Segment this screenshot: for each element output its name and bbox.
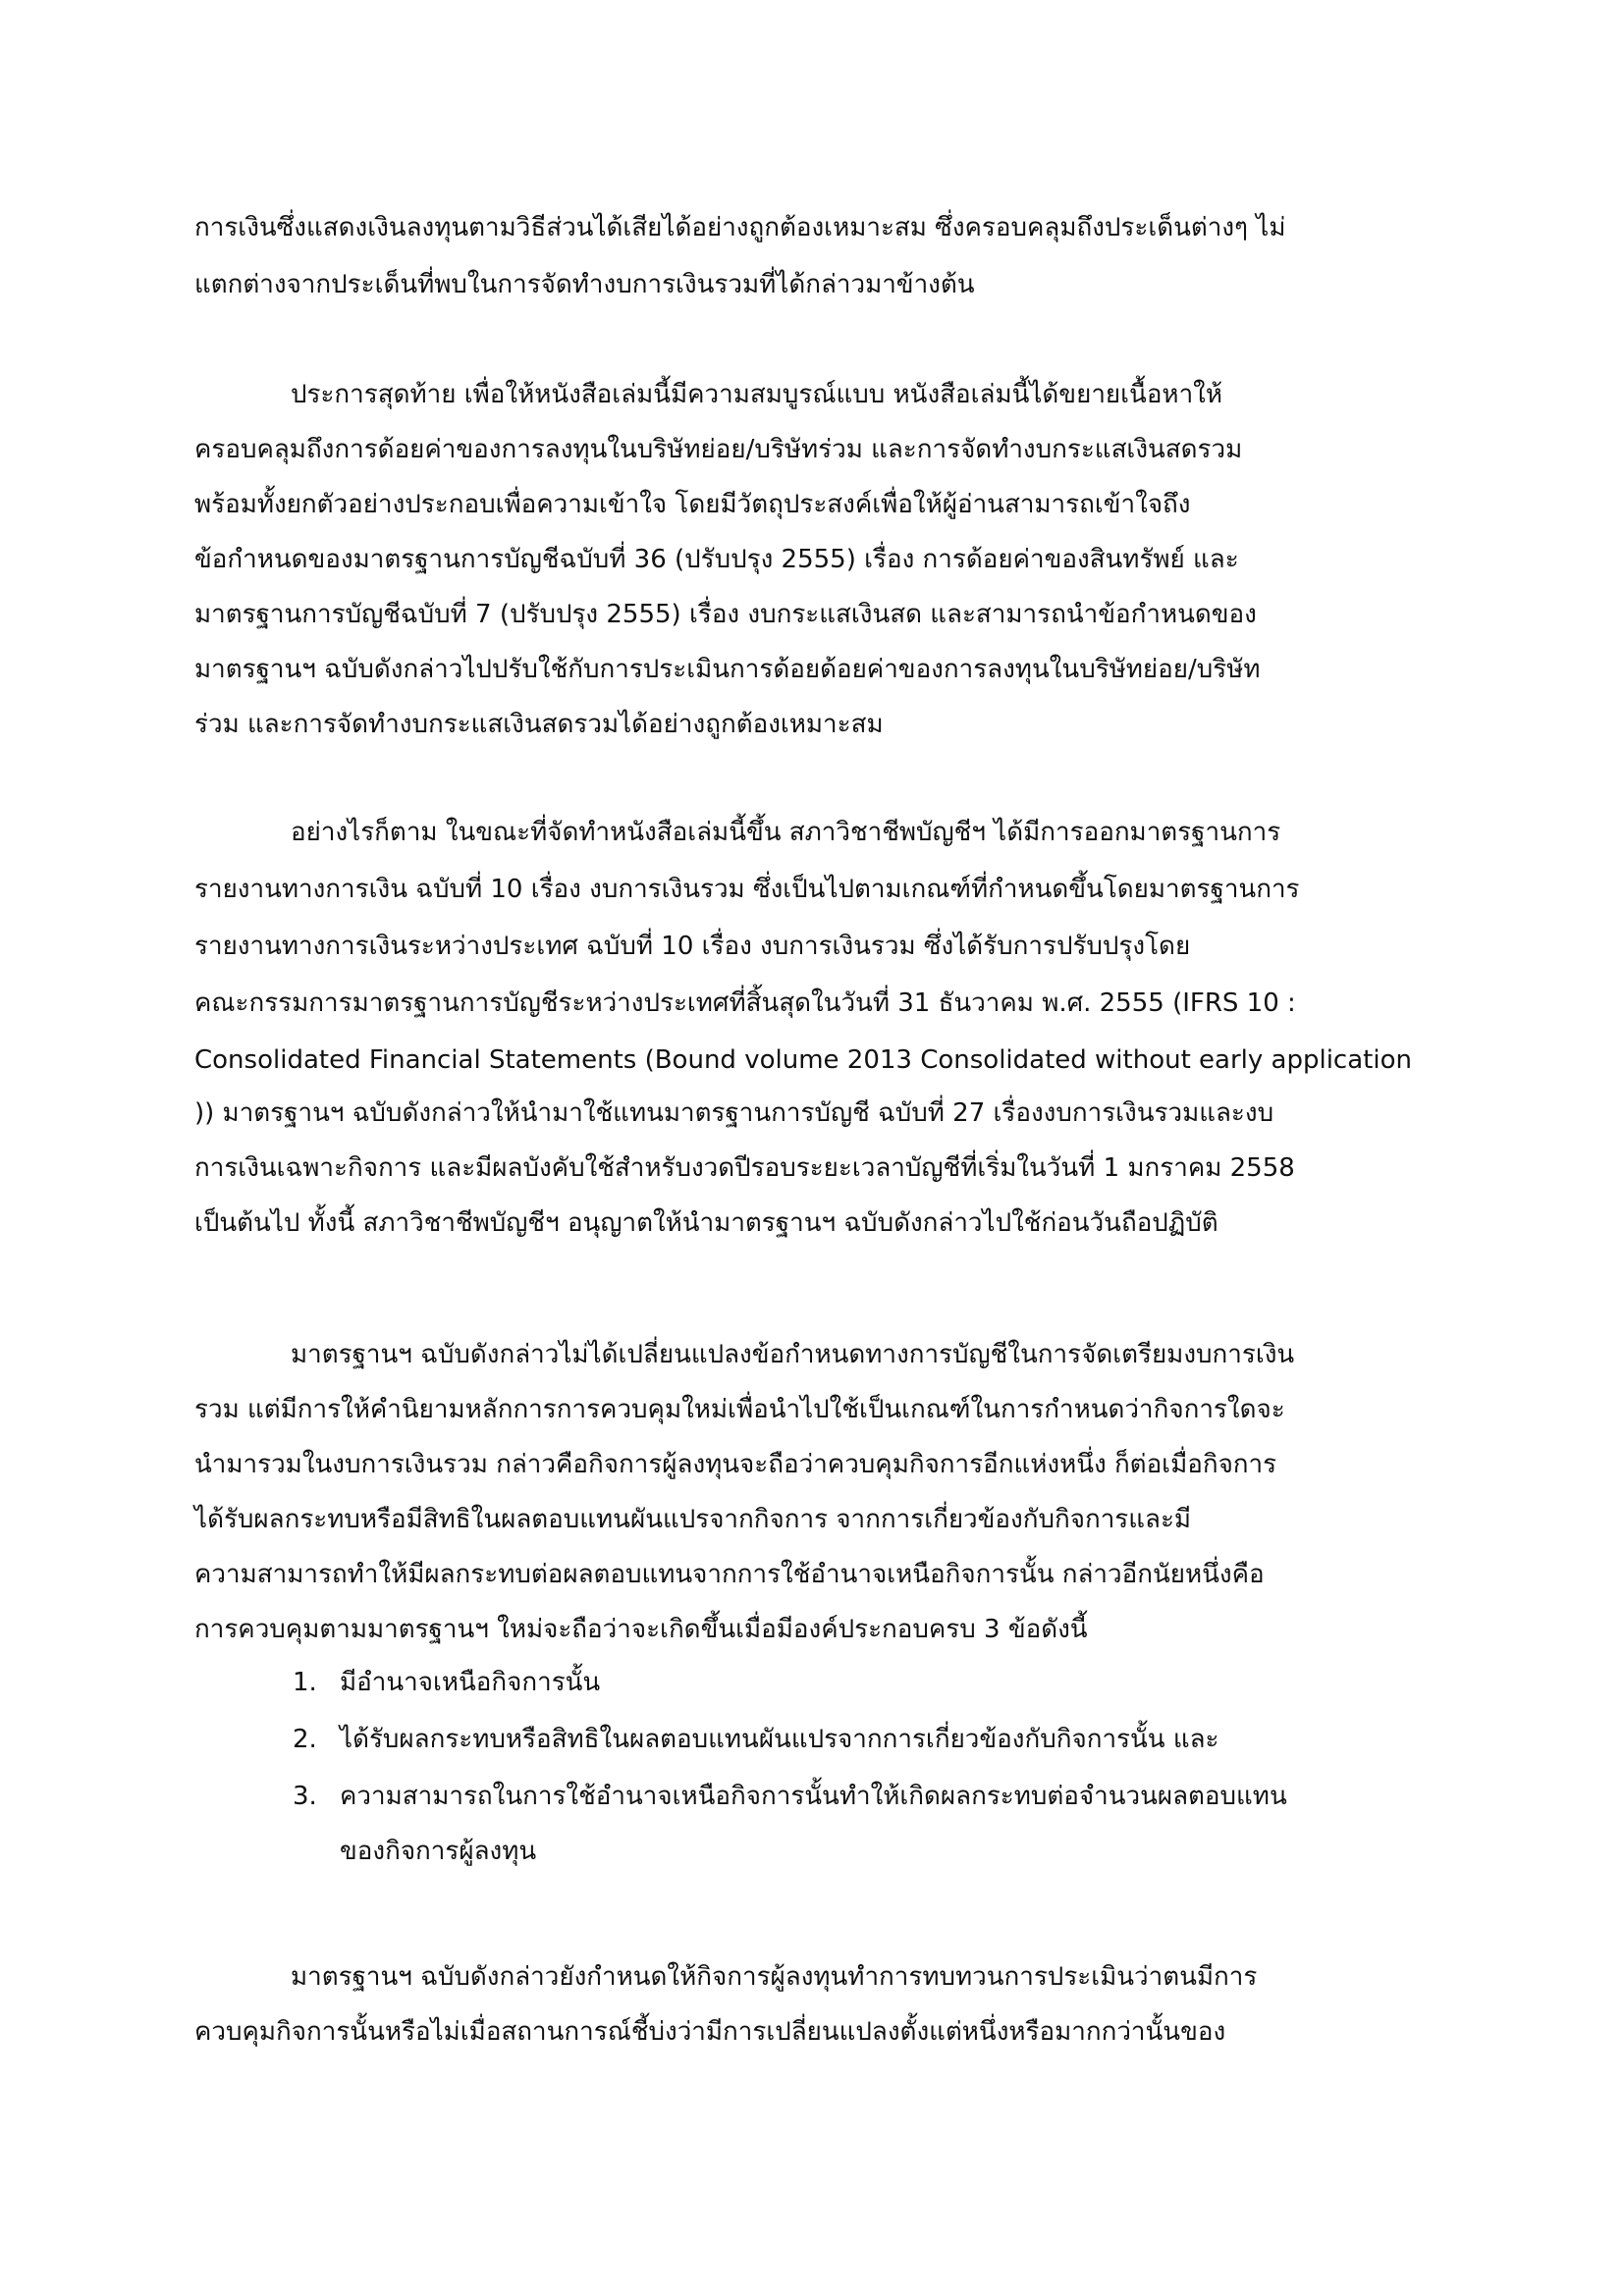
text-line: Consolidated Financial Statements (Bound volume 2013 Consolidated without early application <box>194 1045 1412 1075</box>
text-line: ครอบคลุมถึงการด้อยค่าของการลงทุนในบริษัทย่อย/บริษัทร่วม และการจัดทำงบกระแสเงินสดรวม <box>194 435 1243 464</box>
text-line: )) มาตรฐานฯ ฉบับดังกล่าวให้นำมาใช้แทนมาตรฐานการบัญชี ฉบับที่ 27 เรื่องงบการเงินรวมและงบ <box>194 1098 1274 1128</box>
list-item-text: ของกิจการผู้ลงทุน <box>340 1837 537 1866</box>
text-line: รวม แต่มีการให้คำนิยามหลักการการควบคุมใหม่เพื่อนำไปใช้เป็นเกณฑ์ในการกำหนดว่ากิจการใดจะ <box>194 1395 1285 1424</box>
list-item-text: ได้รับผลกระทบหรือสิทธิในผลตอบแทนผันแปรจากการเกี่ยวข้องกับกิจการนั้น และ <box>340 1725 1219 1754</box>
text-line: แตกต่างจากประเด็นที่พบในการจัดทำงบการเงินรวมที่ได้กล่าวมาข้างต้น <box>194 270 975 299</box>
text-line: ข้อกำหนดของมาตรฐานการบัญชีฉบับที่ 36 (ปรับปรุง 2555) เรื่อง การด้อยค่าของสินทรัพย์ และ <box>194 545 1239 574</box>
text-line: ควบคุมกิจการนั้นหรือไม่เมื่อสถานการณ์ชี้บ่งว่ามีการเปลี่ยนแปลงตั้งแต่หนึ่งหรือมากกว่านั้นของ <box>194 2017 1226 2047</box>
text-line: อย่างไรก็ตาม ในขณะที่จัดทำหนังสือเล่มนี้ขึ้น สภาวิชาชีพบัญชีฯ ได้มีการออกมาตรฐานการ <box>291 818 1281 847</box>
text-line: มาตรฐานการบัญชีฉบับที่ 7 (ปรับปรุง 2555) เรื่อง งบกระแสเงินสด และสามารถนำข้อกำหนดของ <box>194 600 1257 629</box>
text-line: คณะกรรมการมาตรฐานการบัญชีระหว่างประเทศที่สิ้นสุดในวันที่ 31 ธันวาคม พ.ศ. 2555 (IFRS 10 : <box>194 988 1296 1018</box>
text-line: เป็นต้นไป ทั้งนี้ สภาวิชาชีพบัญชีฯ อนุญาตให้นำมาตรฐานฯ ฉบับดังกล่าวไปใช้ก่อนวันถือปฏิบัติ <box>194 1208 1218 1238</box>
text-line: มาตรฐานฯ ฉบับดังกล่าวไม่ได้เปลี่ยนแปลงข้อกำหนดทางการบัญชีในการจัดเตรียมงบการเงิน <box>291 1340 1295 1369</box>
text-line: พร้อมทั้งยกตัวอย่างประกอบเพื่อความเข้าใจ โดยมีวัตถุประสงค์เพื่อให้ผู้อ่านสามารถเข้าใจถึง <box>194 490 1191 519</box>
text-line: การควบคุมตามมาตรฐานฯ ใหม่จะถือว่าจะเกิดขึ้นเมื่อมีองค์ประกอบครบ 3 ข้อดังนี้ <box>194 1615 1088 1644</box>
text-line: การเงินซึ่งแสดงเงินลงทุนตามวิธีส่วนได้เสียได้อย่างถูกต้องเหมาะสม ซึ่งครอบคลุมถึงประเด็นต่างๆ ไม่ <box>194 213 1286 242</box>
list-number: 1. <box>293 1668 317 1697</box>
text-line: ร่วม และการจัดทำงบกระแสเงินสดรวมได้อย่างถูกต้องเหมาะสม <box>194 710 884 739</box>
list-number: 2. <box>293 1725 317 1754</box>
list-item-text: ความสามารถในการใช้อำนาจเหนือกิจการนั้นทำให้เกิดผลกระทบต่อจำนวนผลตอบแทน <box>340 1782 1287 1811</box>
text-line: มาตรฐานฯ ฉบับดังกล่าวไปปรับใช้กับการประเมินการด้อยด้อยค่าของการลงทุนในบริษัทย่อย/บริษัท <box>194 655 1261 684</box>
text-line: รายงานทางการเงินระหว่างประเทศ ฉบับที่ 10 เรื่อง งบการเงินรวม ซึ่งได้รับการปรับปรุงโดย <box>194 932 1191 961</box>
text-line: ประการสุดท้าย เพื่อให้หนังสือเล่มนี้มีความสมบูรณ์แบบ หนังสือเล่มนี้ได้ขยายเนื้อหาให้ <box>291 380 1222 409</box>
text-line: ความสามารถทำให้มีผลกระทบต่อผลตอบแทนจากการใช้อำนาจเหนือกิจการนั้น กล่าวอีกนัยหนึ่งคือ <box>194 1560 1265 1589</box>
list-number: 3. <box>293 1782 317 1811</box>
text-line: รายงานทางการเงิน ฉบับที่ 10 เรื่อง งบการเงินรวม ซึ่งเป็นไปตามเกณฑ์ที่กำหนดขึ้นโดยมาตรฐานการ <box>194 875 1300 904</box>
list-item-text: มีอำนาจเหนือกิจการนั้น <box>340 1668 601 1697</box>
text-line: นำมารวมในงบการเงินรวม กล่าวคือกิจการผู้ลงทุนจะถือว่าควบคุมกิจการอีกแห่งหนึ่ง ก็ต่อเมื่อกิจการ <box>194 1450 1277 1479</box>
text-line: การเงินเฉพาะกิจการ และมีผลบังคับใช้สำหรับงวดปีรอบระยะเวลาบัญชีที่เริ่มในวันที่ 1 มกราคม 2558 <box>194 1153 1295 1183</box>
text-line: ได้รับผลกระทบหรือมีสิทธิในผลตอบแทนผันแปรจากกิจการ จากการเกี่ยวข้องกับกิจการและมี <box>194 1505 1192 1534</box>
text-line: มาตรฐานฯ ฉบับดังกล่าวยังกำหนดให้กิจการผู้ลงทุนทำการทบทวนการประเมินว่าตนมีการ <box>291 1962 1258 1992</box>
